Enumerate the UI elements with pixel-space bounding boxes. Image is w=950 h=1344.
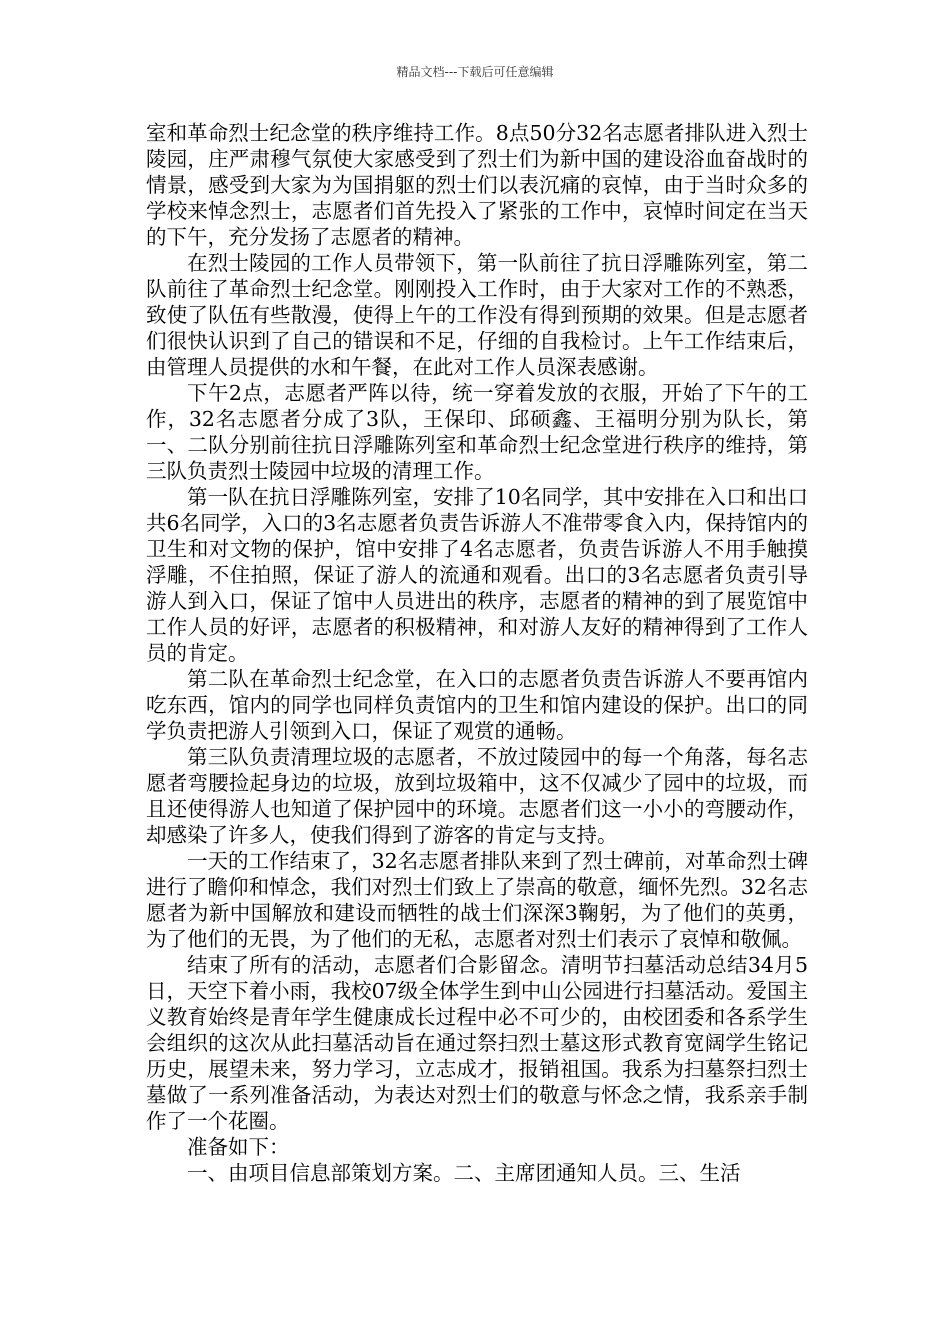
document-body bbox=[146, 120, 808, 1186]
paragraph-9: 准备如下： bbox=[187, 1135, 290, 1159]
paragraph-8: 结束了所有的活动，志愿者们合影留念。清明节扫墓活动总结34月5日，天空下着小雨，我校07级全体学生到中山公园进行扫墓活动。爱国主义教育始终是青年学生健康成长过程中必不可少的，由校团委和各系学生会组织的这次从此扫墓活动旨在通过祭扫烈士墓这形式教育宽阔学生铭记历史，展望未来，努力学习，立志成才，报销祖国。我系为扫墓祭扫烈士墓做了一系列准备活动，为表达对烈士们的敬意与怀念之情，我系亲手制作了一个花圈。 bbox=[146, 953, 808, 1133]
paragraph-2: 在烈士陵园的工作人员带领下，第一队前往了抗日浮雕陈列室，第二队前往了革命烈士纪念堂。刚刚投入工作时，由于大家对工作的不熟悉，致使了队伍有些散漫，使得上午的工作没有得到预期的效果。但是志愿者们很快认识到了自己的错误和不足，仔细的自我检讨。上午工作结束后，由管理人员提供的水和午餐，在此对工作人员深表感谢。 bbox=[146, 251, 808, 379]
paragraph-4: 第一队在抗日浮雕陈列室，安排了10名同学，其中安排在入口和出口共6名同学，入口的3名志愿者负责告诉游人不准带零食入内，保持馆内的卫生和对文物的保护，馆中安排了4名志愿者，负责告诉游人不用手触摸浮雕，不住拍照，保证了游人的流通和观看。出口的3名志愿者负责引导游人到入口，保证了馆中人员进出的秩序，志愿者的精神的到了展览馆中工作人员的好评，志愿者的积极精神，和对游人友好的精神得到了工作人员的肯定。 bbox=[146, 485, 808, 665]
paragraph-1: 室和革命烈士纪念堂的秩序维持工作。8点50分32名志愿者排队进入烈士陵园，庄严肃穆气氛使大家感受到了烈士们为新中国的建设浴血奋战时的情景，感受到大家为为国捐躯的烈士们以表沉痛的哀悼，由于当时众多的学校来悼念烈士，志愿者们首先投入了紧张的工作中，哀悼时间定在当天的下午，充分发扬了志愿者的精神。 bbox=[146, 121, 808, 249]
paragraph-10: 一、由项目信息部策划方案。二、主席团通知人员。三、生活 bbox=[187, 1161, 741, 1185]
paragraph-3: 下午2点，志愿者严阵以待，统一穿着发放的衣服，开始了下午的工作，32名志愿者分成了3队，王保印、邱硕鑫、王福明分别为队长，第一、二队分别前往抗日浮雕陈列室和革命烈士纪念堂进行秩序的维持，第三队负责烈士陵园中垃圾的清理工作。 bbox=[146, 381, 808, 483]
paragraph-7: 一天的工作结束了，32名志愿者排队来到了烈士碑前，对革命烈士碑进行了瞻仰和悼念，我们对烈士们致上了崇高的敬意，缅怀先烈。32名志愿者为新中国解放和建设而牺牲的战士们深深3鞠躬，为了他们的英勇，为了他们的无畏，为了他们的无私，志愿者对烈士们表示了哀悼和敬佩。 bbox=[146, 849, 808, 951]
paragraph-5: 第二队在革命烈士纪念堂，在入口的志愿者负责告诉游人不要再馆内吃东西，馆内的同学也同样负责馆内的卫生和馆内建设的保护。出口的同学负责把游人引领到入口，保证了观赏的通畅。 bbox=[146, 667, 808, 743]
page-header: 精品文档---下载后可任意编辑 bbox=[396, 65, 554, 79]
paragraph-6: 第三队负责清理垃圾的志愿者，不放过陵园中的每一个角落，每名志愿者弯腰捡起身边的垃圾，放到垃圾箱中，这不仅减少了园中的垃圾，而且还使得游人也知道了保护园中的环境。志愿者们这一小小的弯腰动作，却感染了许多人，使我们得到了游客的肯定与支持。 bbox=[146, 745, 808, 847]
